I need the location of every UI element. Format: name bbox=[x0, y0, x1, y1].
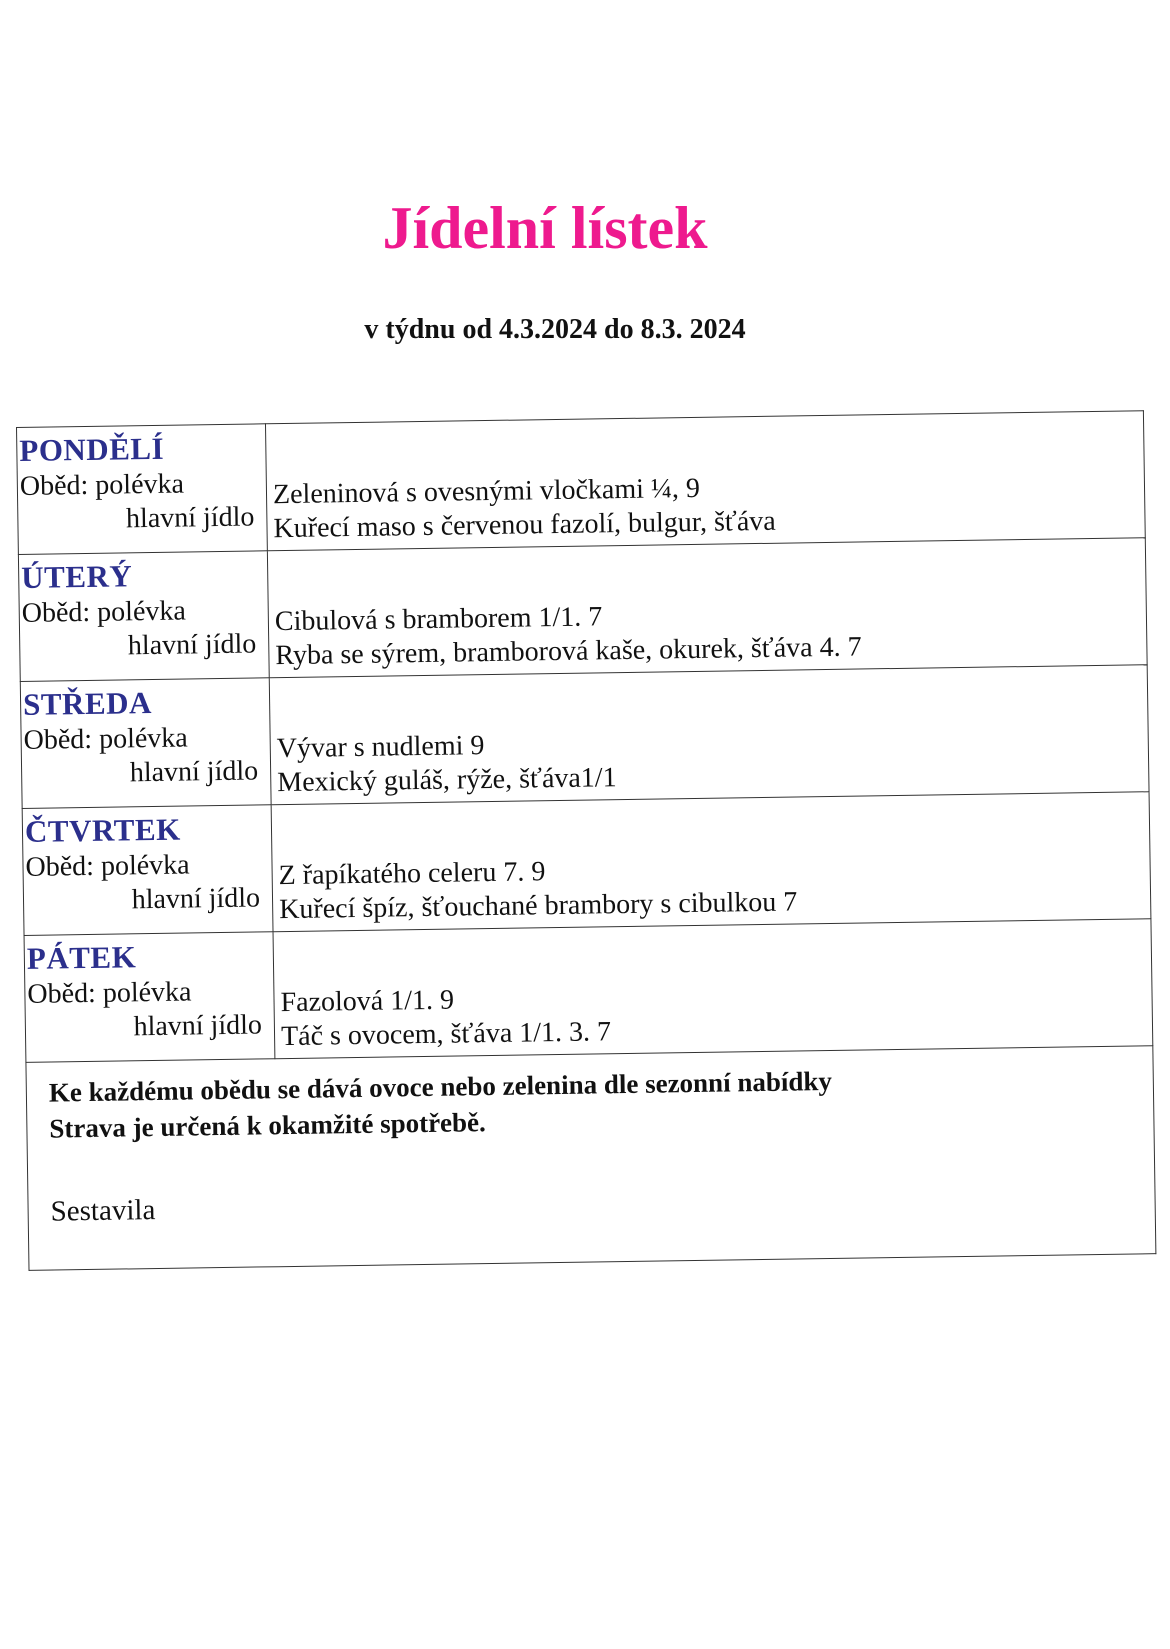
main-dish: Mexický guláš, rýže, šťáva1/1 bbox=[277, 762, 617, 799]
day-name: STŘEDA bbox=[22, 685, 153, 722]
day-row-thursday bbox=[22, 792, 1151, 936]
dish-cell bbox=[269, 665, 1149, 805]
main-label: hlavní jídlo bbox=[129, 755, 259, 789]
main-label: hlavní jídlo bbox=[127, 628, 257, 662]
main-dish: Táč s ovocem, šťáva 1/1. 3. 7 bbox=[280, 1016, 612, 1053]
main-label: hlavní jídlo bbox=[125, 501, 255, 535]
main-label: hlavní jídlo bbox=[131, 882, 261, 916]
week-range: v týdnu od 4.3.2024 do 8.3. 2024 bbox=[364, 314, 746, 345]
main-label: hlavní jídlo bbox=[133, 1009, 263, 1043]
menu-table-wrapper bbox=[16, 410, 1156, 1271]
day-row-tuesday bbox=[18, 538, 1147, 682]
soup-dish: Cibulová s bramborem 1/1. 7 bbox=[274, 601, 603, 638]
dish-cell bbox=[273, 919, 1153, 1059]
soup-dish: Fazolová 1/1. 9 bbox=[280, 984, 455, 1019]
day-name: PÁTEK bbox=[26, 939, 137, 976]
signed-by: Sestavila bbox=[50, 1194, 156, 1228]
day-row-wednesday bbox=[20, 665, 1149, 809]
dish-cell bbox=[265, 411, 1145, 551]
dish-cell bbox=[267, 538, 1147, 678]
soup-dish: Vývar s nudlemi 9 bbox=[276, 730, 485, 765]
soup-dish: Z řapíkatého celeru 7. 9 bbox=[278, 856, 546, 892]
day-label-cell bbox=[17, 424, 268, 555]
soup-label: Oběd: polévka bbox=[21, 595, 187, 629]
fruit-note: Ke každému obědu se dává ovoce nebo zelenina dle sezonní nabídky bbox=[48, 1065, 833, 1108]
soup-dish: Zeleninová s ovesnými vločkami ¼, 9 bbox=[272, 472, 701, 511]
main-dish: Kuřecí špíz, šťouchané brambory s cibulkou 7 bbox=[278, 886, 798, 926]
dish-cell bbox=[271, 792, 1151, 932]
soup-label: Oběd: polévka bbox=[19, 468, 185, 502]
main-dish: Kuřecí maso s červenou fazolí, bulgur, šťáva bbox=[273, 505, 776, 545]
soup-label: Oběd: polévka bbox=[27, 976, 192, 1010]
day-label-cell bbox=[18, 551, 269, 682]
day-name: ČTVRTEK bbox=[24, 811, 181, 849]
day-row-monday bbox=[17, 411, 1146, 555]
soup-label: Oběd: polévka bbox=[25, 849, 190, 883]
page-title: Jídelní lístek bbox=[382, 195, 708, 261]
day-label-cell bbox=[24, 932, 275, 1063]
menu-table bbox=[16, 410, 1156, 1271]
footer-cell bbox=[26, 1046, 1156, 1271]
consumption-note: Strava je určená k okamžité spotřebě. bbox=[49, 1107, 487, 1144]
main-dish: Ryba se sýrem, bramborová kaše, okurek, šťáva 4. 7 bbox=[275, 631, 862, 672]
footer-row bbox=[26, 1046, 1156, 1271]
day-label-cell bbox=[22, 805, 273, 936]
day-row-friday bbox=[24, 919, 1153, 1063]
soup-label: Oběd: polévka bbox=[23, 722, 188, 756]
day-label-cell bbox=[20, 678, 271, 809]
day-name: PONDĚLÍ bbox=[19, 430, 165, 468]
day-name: ÚTERÝ bbox=[20, 558, 133, 595]
